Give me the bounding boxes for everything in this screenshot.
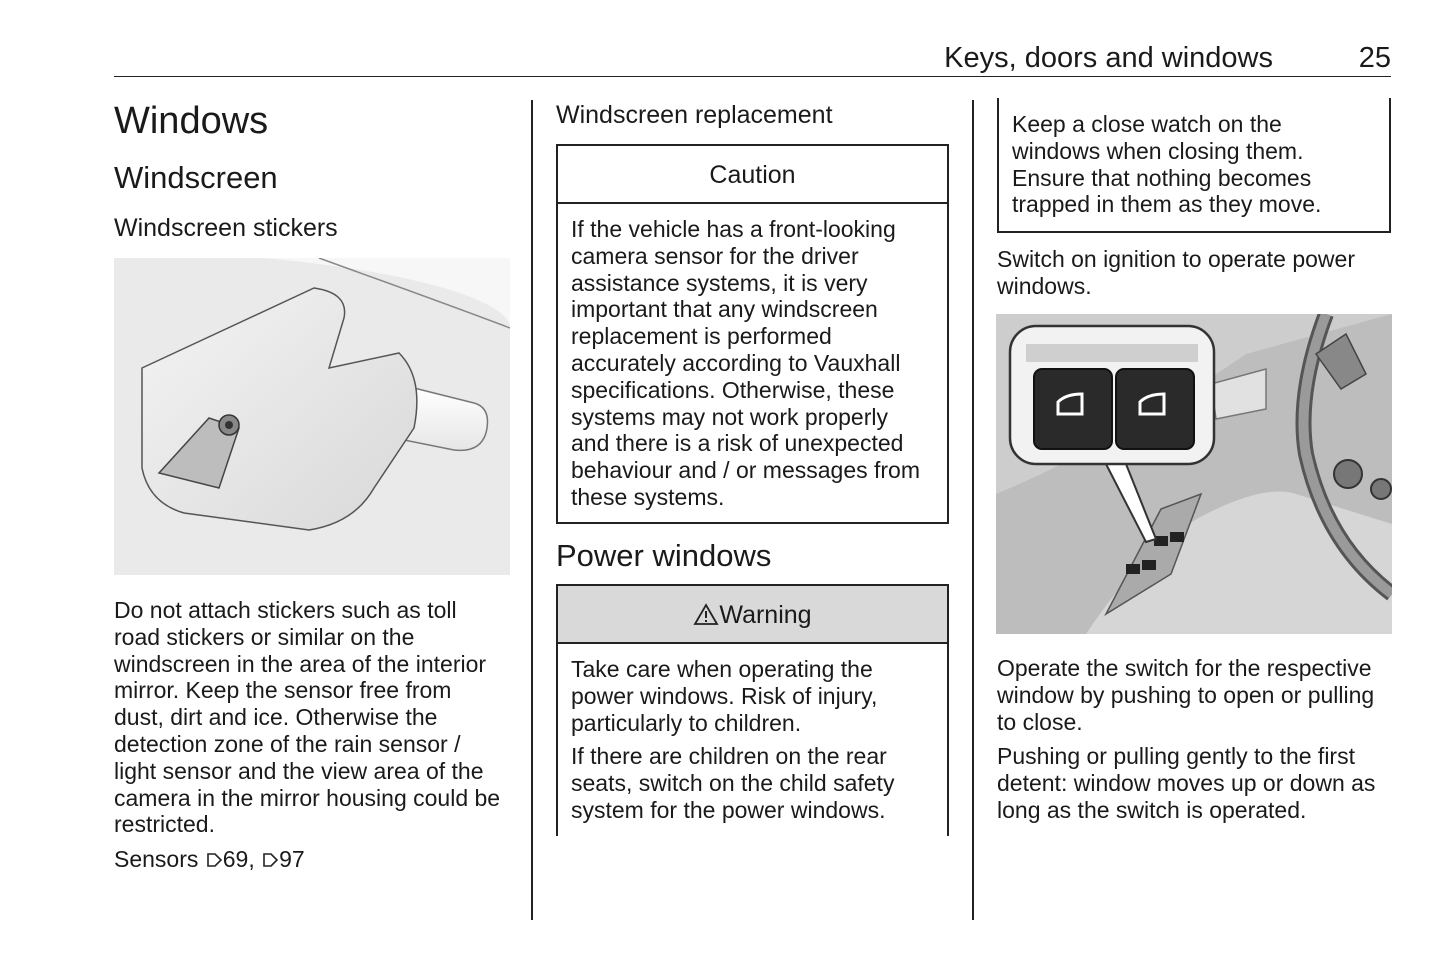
text-line: power windows. Risk of injury, <box>571 682 878 709</box>
text-line: replacement is performed <box>571 323 832 350</box>
operate-paragraph <box>997 655 1391 735</box>
text-line: behaviour and / or messages from <box>571 457 921 484</box>
warning-triangle-icon <box>693 603 719 626</box>
page-title: Windows <box>114 100 269 142</box>
reference-link[interactable]: 97 <box>279 846 305 872</box>
text-line: Operate the switch for the respective <box>997 655 1372 681</box>
text-line: seats, switch on the child safety <box>571 770 895 797</box>
warning-text-2 <box>558 736 947 823</box>
stickers-paragraph <box>114 597 514 838</box>
power-windows-heading: Power windows <box>556 538 772 573</box>
warning-box-continued <box>997 98 1391 233</box>
text-line: and there is a risk of unexpected <box>571 430 904 457</box>
text-line: If there are children on the rear <box>571 743 887 770</box>
column-divider <box>972 100 974 920</box>
text-line: systems may not work properly <box>571 403 888 430</box>
text-line: particularly to children. <box>571 709 802 736</box>
reference-link[interactable]: 69, <box>222 846 255 872</box>
arrow-reference-icon <box>205 851 223 869</box>
warning-continued-text <box>999 98 1389 218</box>
text-line: camera in the mirror housing could be <box>114 784 501 811</box>
text-line: restricted. <box>114 811 215 838</box>
warning-header <box>558 586 947 644</box>
text-line: accurately according to Vauxhall <box>571 349 901 376</box>
section-title: Keys, doors and windows <box>944 42 1273 74</box>
windscreen-sensor-figure <box>114 258 510 575</box>
text-line: window by pushing to open or pulling <box>997 681 1375 708</box>
text-line: assistance systems, it is very <box>571 269 868 296</box>
text-line: windows when closing them. <box>1012 137 1304 164</box>
warning-title: Warning <box>719 601 812 629</box>
text-line: detent: window moves up or down as <box>997 769 1376 796</box>
text-line: specifications. Otherwise, these <box>571 376 895 403</box>
reference-label: Sensors <box>114 846 199 872</box>
text-line: Do not attach stickers such as toll <box>114 597 457 623</box>
text-line: windscreen in the area of the interior <box>114 650 487 677</box>
text-line: Pushing or pulling gently to the first <box>997 743 1355 769</box>
text-line: long as the switch is operated. <box>997 796 1307 823</box>
text-line: important that any windscreen <box>571 296 878 323</box>
stickers-heading: Windscreen stickers <box>114 214 338 242</box>
detent-paragraph <box>997 743 1391 823</box>
text-line: windows. <box>997 272 1092 299</box>
sensors-reference <box>114 846 305 873</box>
caution-box <box>556 144 949 524</box>
power-window-switch-figure <box>996 314 1392 634</box>
page-number: 25 <box>1358 42 1391 74</box>
column-divider <box>531 100 533 920</box>
text-line: detection zone of the rain sensor / <box>114 730 461 757</box>
text-line: these systems. <box>571 483 725 510</box>
text-line: Keep a close watch on the <box>1012 111 1282 137</box>
text-line: dust, dirt and ice. Otherwise the <box>114 704 438 731</box>
warning-box <box>556 584 949 836</box>
windscreen-heading: Windscreen <box>114 160 278 195</box>
text-line: Ensure that nothing becomes <box>1012 164 1312 191</box>
text-line: camera sensor for the driver <box>571 242 859 269</box>
ignition-paragraph <box>997 246 1391 300</box>
text-line: light sensor and the view area of the <box>114 757 484 784</box>
text-line: trapped in them as they move. <box>1012 191 1322 218</box>
warning-text-1 <box>558 644 947 736</box>
arrow-reference-icon <box>261 851 279 869</box>
replacement-heading: Windscreen replacement <box>556 101 833 129</box>
page-header <box>114 40 1391 77</box>
text-line: to close. <box>997 708 1083 735</box>
text-line: system for the power windows. <box>571 796 886 823</box>
text-line: mirror. Keep the sensor free from <box>114 677 452 704</box>
caution-text <box>558 204 947 511</box>
caution-title: Caution <box>558 146 947 204</box>
text-line: road stickers or similar on the <box>114 623 415 650</box>
text-line: Switch on ignition to operate power <box>997 246 1355 272</box>
text-line: If the vehicle has a front-looking <box>571 216 896 242</box>
text-line: Take care when operating the <box>571 656 873 682</box>
